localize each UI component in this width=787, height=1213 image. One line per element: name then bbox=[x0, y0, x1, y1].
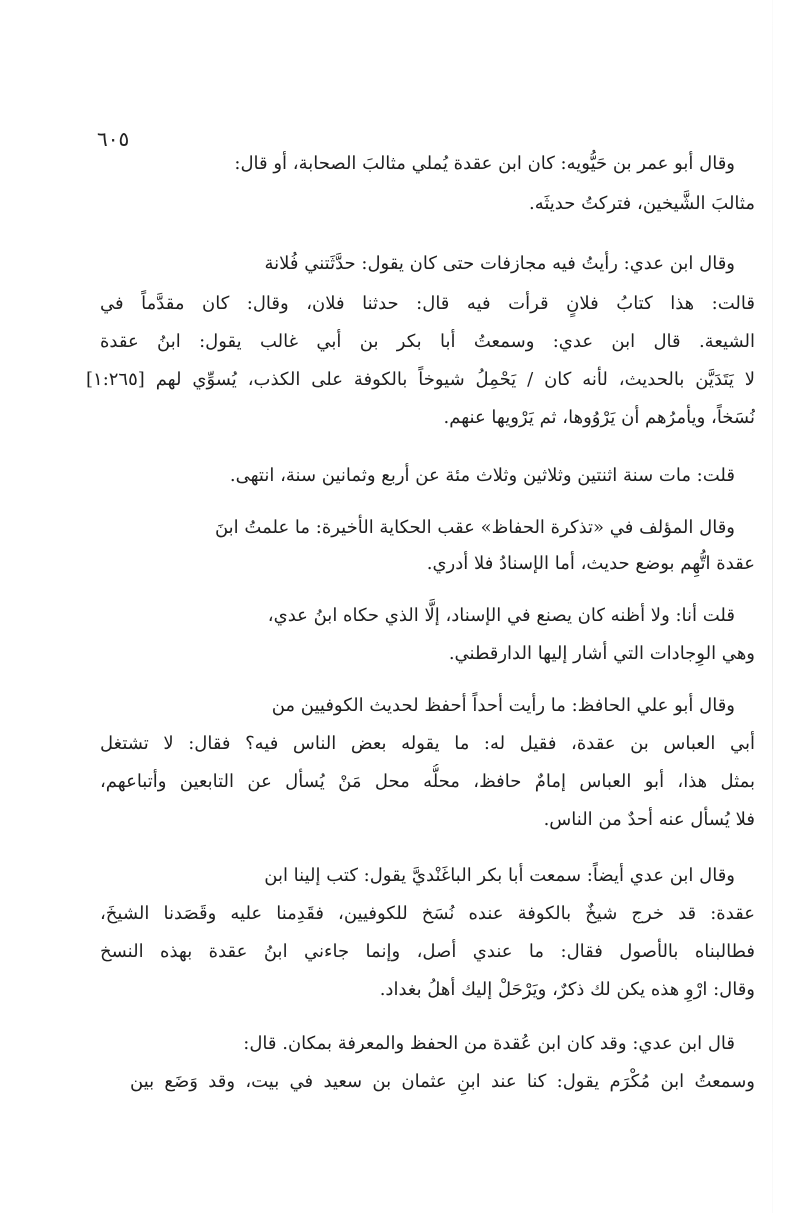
text-line: قلت أنا: ولا أظنه كان يصنع في الإسناد، إلَّا الذي حكاه ابنُ عدي، bbox=[267, 605, 735, 626]
text-line: وسمعتُ ابن مُكْرَم يقول: كنا عند ابنِ عثمان بن سعيد في بيت، وقد وَضَع بين bbox=[130, 1071, 755, 1092]
text-line: عقدة: قد خرج شيخٌ بالكوفة عنده نُسَخ للكوفيين، فقَدِمنا عليه وقَصَدنا الشيخَ، bbox=[100, 903, 755, 924]
text-line: قلت: مات سنة اثنتين وثلاثين وثلاث مئة عن أربع وثمانين سنة، انتهى. bbox=[229, 465, 735, 486]
text-line: وقال ابن عدي: رأيتُ فيه مجازفات حتى كان يقول: حدَّثَتني فُلانة bbox=[264, 253, 735, 274]
text-line: نُسَخاً، ويأمرُهم أن يَرْوُوها، ثم يَرْويها عنهم. bbox=[443, 407, 755, 428]
text-line: وقال المؤلف في «تذكرة الحفاظ» عقب الحكاية الأخيرة: ما علمتُ ابنَ bbox=[214, 517, 735, 538]
page-number: ٦٠٥ bbox=[97, 127, 130, 151]
text-line: وقال أبو عمر بن حَيُّويه: كان ابن عقدة يُملي مثالبَ الصحابة، أو قال: bbox=[234, 153, 735, 174]
text-line: قالت: هذا كتابُ فلانٍ قرأت فيه قال: حدثنا فلان، وقال: كان مقدَّماً في bbox=[100, 293, 755, 314]
text-line: وقال ابن عدي أيضاً: سمعت أبا بكر الباغَنْديَّ يقول: كتب إلينا ابن bbox=[264, 865, 735, 886]
text-line: عقدة اتُّهِم بوضع حديث، أما الإسنادُ فلا أدري. bbox=[426, 553, 755, 574]
text-line: قال ابن عدي: وقد كان ابن عُقدة من الحفظ والمعرفة بمكان. قال: bbox=[243, 1033, 735, 1054]
scan-edge-shadow bbox=[772, 0, 773, 1213]
text-line: أبي العباس بن عقدة، فقيل له: ما يقوله بعض الناس فيه؟ فقال: لا تشتغل bbox=[100, 733, 755, 754]
text-line: وقال: ارْوِ هذه يكن لك ذكرٌ، ويَرْحَلْ إليك أهلُ بغداد. bbox=[379, 979, 755, 1000]
text-line: لا يَتَدَيَّن بالحديث، لأنه كان / يَحْمِلُ شيوخاً بالكوفة على الكذب، يُسوِّي لهم [١:٢٦٥] bbox=[86, 369, 755, 390]
text-line: الشيعة. قال ابن عدي: وسمعتُ أبا بكر بن أبي غالب يقول: ابنُ عقدة bbox=[100, 331, 755, 352]
text-line: فطالبناه بالأصول فقال: ما عندي أصل، وإنما جاءني ابنُ عقدة بهذه النسخ bbox=[100, 941, 755, 962]
text-line: وقال أبو علي الحافظ: ما رأيت أحداً أحفظ لحديث الكوفيين من bbox=[271, 695, 735, 716]
text-line: مثالبَ الشَّيخين، فتركتُ حديثَه. bbox=[528, 193, 755, 214]
text-line: وهي الوِجادات التي أشار إليها الدارقطني. bbox=[448, 643, 755, 664]
text-line: بمثل هذا، أبو العباس إمامٌ حافظ، محلُّه محل مَنْ يُسأل عن التابعين وأتباعهم، bbox=[100, 771, 755, 792]
text-line: فلا يُسأل عنه أحدٌ من الناس. bbox=[543, 809, 755, 830]
